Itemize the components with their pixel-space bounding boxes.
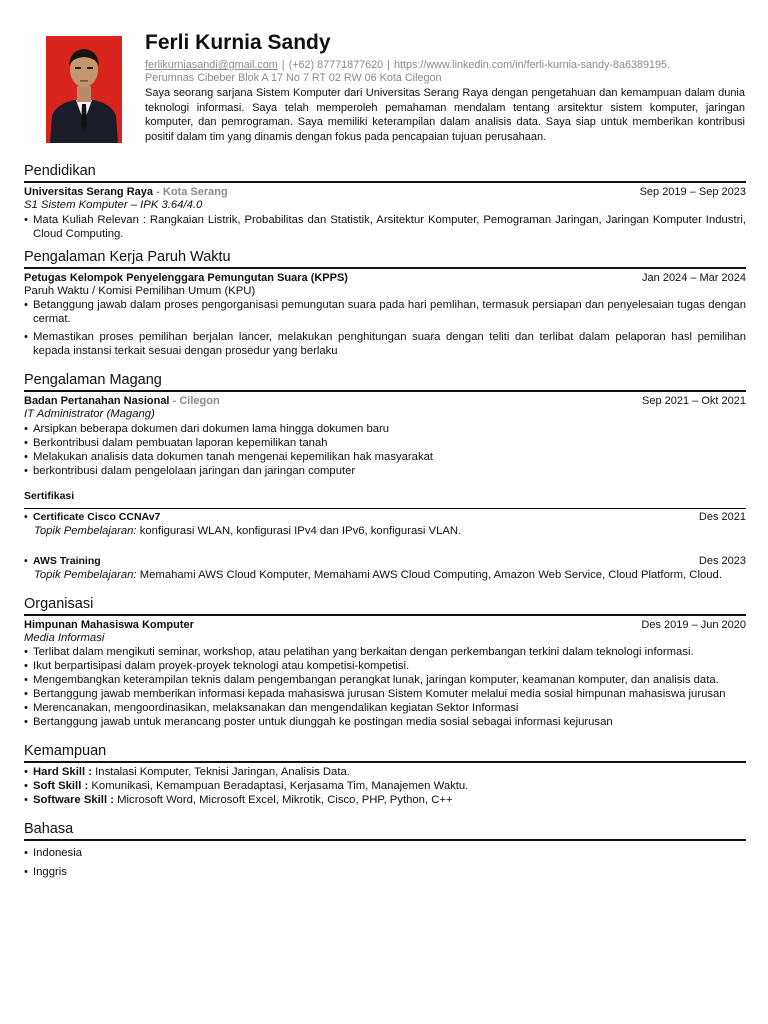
skills-list <box>24 765 746 807</box>
internship-list <box>24 422 746 478</box>
list-item: • Indonesia <box>24 846 746 860</box>
certification-topic <box>24 568 746 582</box>
entry-header <box>24 618 746 632</box>
list-item: • Ikut berpartisipasi dalam proyek-proyek teknologi atau kompetisi-kompetisi. <box>24 659 746 673</box>
skill-label: Hard Skill : <box>33 766 93 778</box>
section-organization <box>24 596 746 730</box>
contact-separator: | <box>281 59 285 71</box>
organization-name: Himpunan Mahasiswa Komputer <box>24 618 194 631</box>
certification-name: • Certificate Cisco CCNAv7 <box>24 510 160 524</box>
list-item: • berkontribusi dalam pengelolaan jaringan dan jaringan computer <box>24 464 746 478</box>
list-item: • Inggris <box>24 865 746 879</box>
section-education <box>24 163 746 241</box>
organization-name: Badan Pertanahan Nasional <box>24 395 170 407</box>
skill-text: Komunikasi, Kemampuan Beradaptasi, Kerjasama Tim, Manajemen Waktu. <box>88 780 469 792</box>
institution-name: Universitas Serang Raya <box>24 186 154 198</box>
entry-date: Des 2021 <box>698 510 746 523</box>
organization-list <box>24 645 746 729</box>
section-title: Pendidikan <box>24 163 746 183</box>
list-item: • Mengembangkan keterampilan teknis dalam pengembangan perangkat lunak, jaringan komputer, keamanan komputer, dan analisis data. <box>24 673 746 687</box>
entry-date: Sep 2021 – Okt 2021 <box>642 395 746 407</box>
list-item <box>24 765 746 779</box>
work-list <box>24 298 746 358</box>
section-title: Organisasi <box>24 596 746 616</box>
resume-header <box>24 30 746 155</box>
list-item: • Merencanakan, mengoordinasikan, melaksanakan dan mengendalikan kegiatan Sektor Informasi <box>24 701 746 715</box>
contact-separator: | <box>387 59 390 71</box>
contact-line <box>145 59 745 72</box>
entry-header <box>24 271 746 285</box>
profile-summary: Saya seorang sarjana Sistem Komputer dari Universitas Serang Raya dengan pengetahuan dan kemampuan dalam dunia teknologi informasi. Saya telah memperoleh pemahaman mendalam tentang arsitektur sistem komputer, jaringan komputer, dan pemrograman. Saya memiliki keterampilan dalam analisis data. Saya siap untuk memberikan kontribusi positif dalam tim yang dinamis dengan fokus pada pencapaian tujuan perusahaan. <box>145 87 745 143</box>
section-part-time-work <box>24 249 746 359</box>
section-title: Bahasa <box>24 821 746 841</box>
linkedin-link[interactable]: https://www.linkedin.com/in/ferli-kurnia-sandy-8a6389195. <box>393 59 671 71</box>
topic-text: Memahami AWS Cloud Komputer, Memahami AWS Cloud Computing, Amazon Web Service, Cloud Platform, Cloud. <box>136 568 722 581</box>
languages-list <box>24 846 746 879</box>
organization-name: Petugas Kelompok Penyelenggara Pemungutan Suara (KPPS) <box>24 271 348 284</box>
entry-header <box>24 185 746 199</box>
certification-item <box>24 554 746 582</box>
certification-list <box>24 508 746 582</box>
job-role: IT Administrator (Magang) <box>24 408 155 420</box>
phone-number: (+62) 87771877620 <box>288 59 384 71</box>
list-item: • Betanggung jawab dalam proses pengorganisasi pemungutan suara pada hari pemlihan, termasuk persiapan dan penyelesaian tugas dengan cermat. <box>24 298 746 326</box>
profile-photo <box>46 36 122 143</box>
person-photo-icon <box>46 36 122 143</box>
list-item <box>24 779 746 793</box>
list-item: • Melakukan analisis data dokumen tanah mengenai kepemilikan hak masyarakat <box>24 450 746 464</box>
section-internship <box>24 372 746 582</box>
entry-date: Des 2023 <box>698 554 746 567</box>
section-languages <box>24 821 746 879</box>
certification-topic <box>24 524 746 538</box>
skill-label: Soft Skill : <box>33 780 89 792</box>
list-item: • Bertanggung jawab untuk merancang poster untuk diunggah ke postingan media sosial sebagai informasi kejurusan <box>24 715 746 729</box>
list-item: • Arsipkan beberapa dokumen dari dokumen lama hingga dokumen baru <box>24 422 746 436</box>
section-title: Pengalaman Kerja Paruh Waktu <box>24 249 746 269</box>
list-item: • Bertanggung jawab memberikan informasi kepada mahasiswa jurusan Sistem Komuter melalui media sosial himpunan mahasiswa jurusan <box>24 687 746 701</box>
topic-label: Topik Pembelajaran: <box>34 524 137 537</box>
section-skills <box>24 743 746 807</box>
topic-text: konfigurasi WLAN, konfigurasi IPv4 dan IPv6, konfigurasi VLAN. <box>136 524 462 537</box>
list-item: • Memastikan proses pemilihan berjalan lancer, melakukan penghitungan suara dengan teliti dan terlibat dalam pelaporan hasl pemilihan kepada instansi terkait sesuai dengan prosedur yang berlaku <box>24 330 746 358</box>
job-role: Paruh Waktu / Komisi Pemilihan Umum (KPU) <box>24 284 256 297</box>
certification-title: Sertifikasi <box>24 489 75 502</box>
section-title: Pengalaman Magang <box>24 372 746 392</box>
skill-text: Instalasi Komputer, Teknisi Jaringan, Analisis Data. <box>92 766 350 778</box>
candidate-name: Ferli Kurnia Sandy <box>145 31 331 54</box>
skill-label: Software Skill : <box>33 794 114 806</box>
job-role: Media Informasi <box>24 631 105 644</box>
education-list <box>24 213 746 241</box>
section-title: Kemampuan <box>24 743 746 763</box>
certification-name: • AWS Training <box>24 554 101 568</box>
entry-date: Sep 2019 – Sep 2023 <box>639 186 746 198</box>
degree: S1 Sistem Komputer – IPK 3.64/4.0 <box>24 199 203 211</box>
institution-location: - Kota Serang <box>156 186 228 198</box>
entry-date: Jan 2024 – Mar 2024 <box>642 271 746 284</box>
certification-item <box>24 510 746 538</box>
list-item: • Berkontribusi dalam pembuatan laporan kepemilikan tanah <box>24 436 746 450</box>
skill-text: Microsoft Word, Microsoft Excel, Mikrotik, Cisco, PHP, Python, C++ <box>113 794 453 806</box>
entry-header <box>24 394 746 408</box>
organization-location: - Cilegon <box>172 395 220 407</box>
email-link[interactable]: ferlikurniasandi@gmail.com <box>145 59 278 71</box>
header-text <box>145 30 745 144</box>
list-item: • Mata Kuliah Relevan : Rangkaian Listrik, Probabilitas dan Statistik, Arsitektur Komputer, Pemograman Jaringan, Jaringan Komputer Industri, Cloud Computing. <box>24 213 746 241</box>
address: Perumnas Cibeber Blok A 17 No 7 RT 02 RW 06 Kota Cilegon <box>145 72 442 84</box>
list-item: • Terlibat dalam mengikuti seminar, workshop, atau pelatihan yang berkaitan dengan perkembangan terkini dalam teknologi informasi. <box>24 645 746 659</box>
list-item <box>24 793 746 807</box>
resume-page <box>24 30 746 884</box>
topic-label: Topik Pembelajaran: <box>34 568 137 581</box>
entry-date: Des 2019 – Jun 2020 <box>641 618 746 631</box>
